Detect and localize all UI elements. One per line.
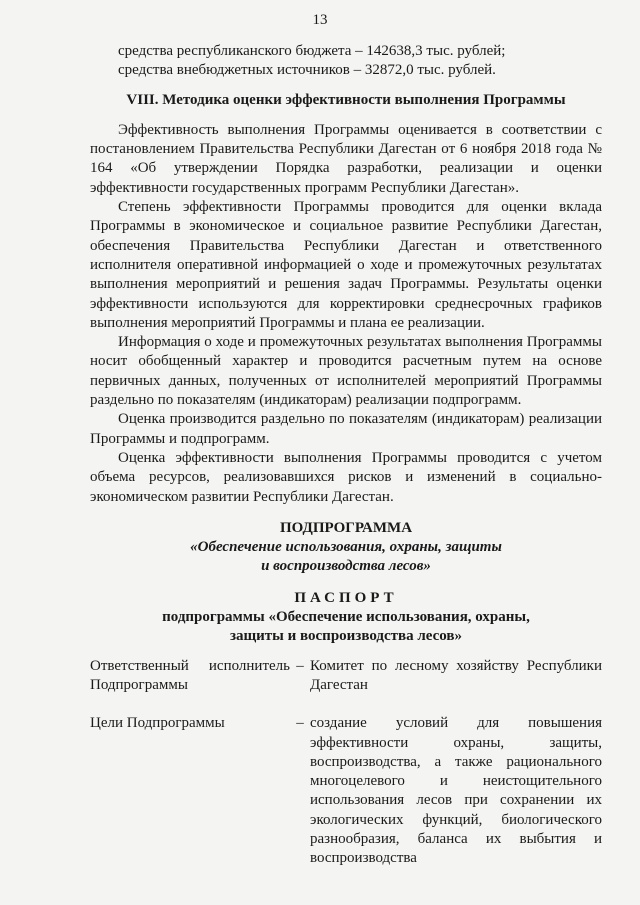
- budget-line-republic: средства республиканского бюджета – 142638,3 тыс. рублей;: [118, 43, 506, 59]
- passport-title: ПАСПОРТ: [294, 589, 398, 606]
- subprogram-subtitle-line2: и воспроизводства лесов»: [261, 558, 431, 575]
- passport-row-dash: –: [296, 715, 304, 732]
- passport-row-label: Цели Подпрограммы: [90, 715, 225, 732]
- passport-row-goals: [90, 714, 602, 868]
- passport-row-value: создание условий для повышения эффективности охраны, защиты, воспроизводства, а также рационального многоцелевого и неистощительного использования лесов при сохранении их экологических функций, биологического разнообразия, баланса их выбытия и воспроизводства: [310, 715, 602, 867]
- section-heading: VIII. Методика оценки эффективности выполнения Программы: [126, 91, 566, 108]
- paragraph: Оценка эффективности выполнения Программы проводится с учетом объема ресурсов, реализовавшихся рисков и изменений в социально-экономическом развитии Республики Дагестан.: [90, 449, 602, 505]
- passport-row-responsible: [90, 657, 602, 696]
- passport-subtitle-line1: подпрограммы «Обеспечение использования, охраны,: [162, 609, 530, 626]
- passport-row-label: Ответственный исполнитель Подпрограммы: [90, 657, 290, 693]
- subprogram-subtitle-line1: «Обеспечение использования, охраны, защиты: [190, 539, 502, 556]
- passport-row-dash: –: [296, 657, 304, 674]
- passport-row-value: Комитет по лесному хозяйству Республики Дагестан: [310, 657, 602, 693]
- paragraph: Информация о ходе и промежуточных результатах выполнения Программы носит обобщенный характер и проводится расчетным путем на основе первичных данных, полученных от исполнителей мероприятий Программы раздельно по показателям (индикаторам) реализации подпрограмм.: [90, 334, 602, 409]
- subprogram-title: ПОДПРОГРАММА: [279, 519, 413, 536]
- paragraph: Степень эффективности Программы проводится для оценки вклада Программы в экономическое и социальное развитие Республики Дагестан, обеспечения Правительства Республики Дагестан и ответственного исполнителя оперативной информацией о ходе и промежуточных результатах выполнения мероприятий и решения задач Программы. Результаты оценки эффективности используются для корректировки среднесрочных графиков выполнения мероприятий Программы и плана ее реализации.: [90, 199, 602, 331]
- page-content: [90, 42, 602, 869]
- paragraph: Оценка производится раздельно по показателям (индикаторам) реализации Программы и подпрограмм.: [90, 411, 602, 447]
- paragraph: Эффективность выполнения Программы оценивается в соответствии с постановлением Правительства Республики Дагестан от 6 ноября 2018 года № 164 «Об утверждении Порядка разработки, реализации и оценки эффективности государственных программ Республики Дагестан».: [90, 121, 602, 196]
- passport-subtitle-line2: защиты и воспроизводства лесов»: [229, 628, 463, 645]
- budget-line-offbudget: средства внебюджетных источников – 32872,0 тыс. рублей.: [118, 62, 496, 79]
- page-number: 13: [312, 12, 328, 28]
